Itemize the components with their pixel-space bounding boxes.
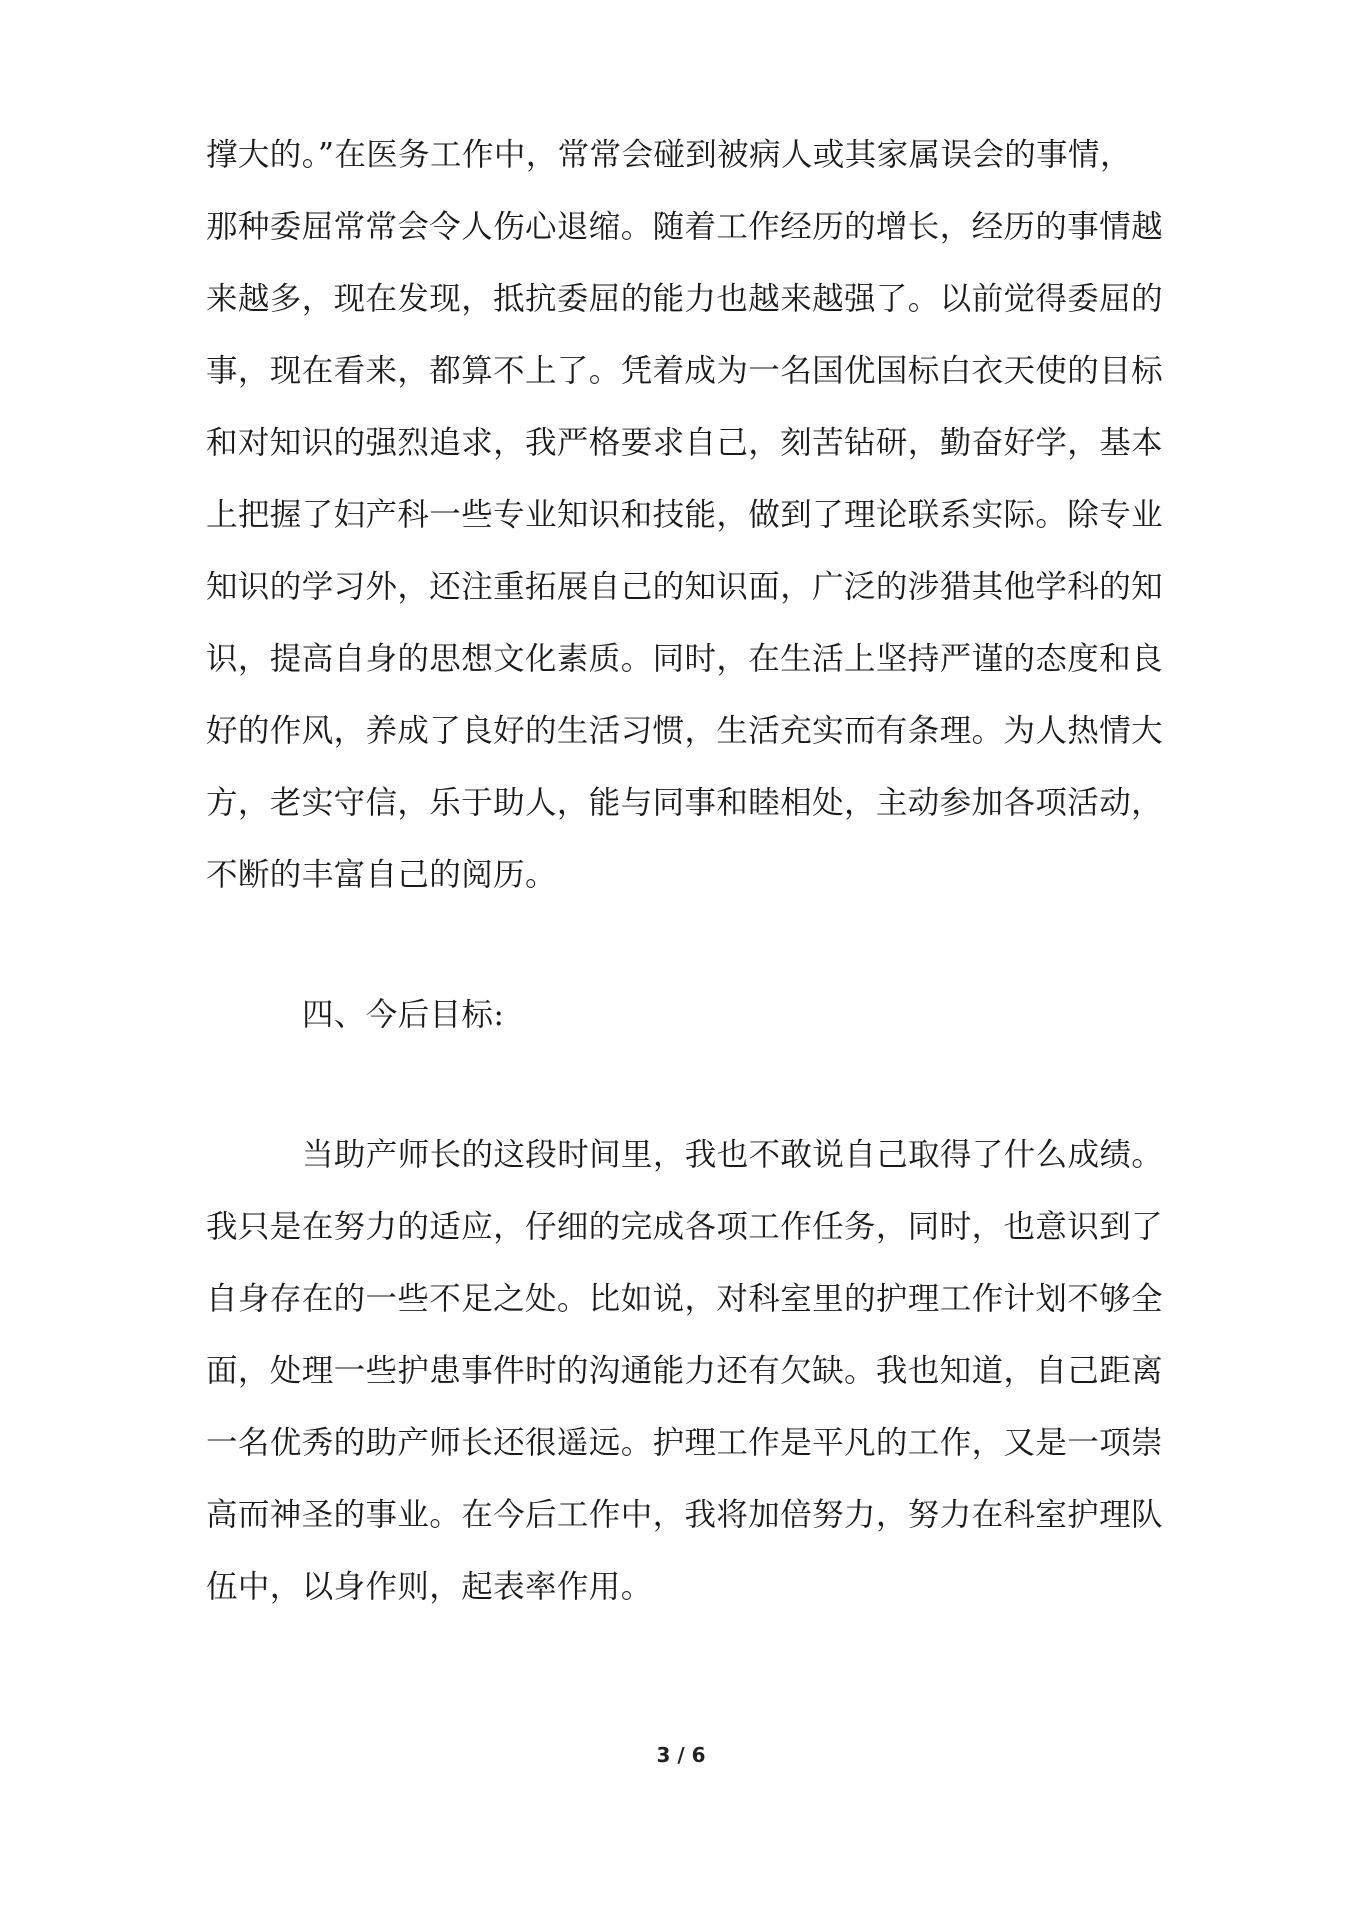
text-line: 当助产师长的这段时间里，我也不敢说自己取得了什么成绩。 xyxy=(302,1137,1164,1173)
text-line: 识，提高自身的思想文化素质。同时，在生活上坚持严谨的态度和良 xyxy=(206,641,1164,677)
text-line: 知识的学习外，还注重拓展自己的知识面，广泛的涉猎其他学科的知 xyxy=(206,569,1164,605)
text-line: 和对知识的强烈追求，我严格要求自己，刻苦钻研，勤奋好学，基本 xyxy=(206,425,1164,461)
text-line: 来越多，现在发现，抵抗委屈的能力也越来越强了。以前觉得委屈的 xyxy=(206,281,1164,317)
text-line: 伍中，以身作则，起表率作用。 xyxy=(206,1569,653,1605)
text-line: 方，老实守信，乐于助人，能与同事和睦相处，主动参加各项活动， xyxy=(206,785,1164,821)
text-line: 我只是在努力的适应，仔细的完成各项工作任务，同时，也意识到了 xyxy=(206,1209,1164,1245)
text-line: 好的作风，养成了良好的生活习惯，生活充实而有条理。为人热情大 xyxy=(206,713,1164,749)
text-line: 那种委屈常常会令人伤心退缩。随着工作经历的增长，经历的事情越 xyxy=(206,209,1164,245)
page-number: 3 / 6 xyxy=(656,1743,706,1767)
text-line: 一名优秀的助产师长还很遥远。护理工作是平凡的工作，又是一项崇 xyxy=(206,1425,1164,1461)
text-line: 事，现在看来，都算不上了。凭着成为一名国优国标白衣天使的目标 xyxy=(206,353,1164,389)
section-heading: 四、今后目标: xyxy=(302,997,505,1033)
text-line: 自身存在的一些不足之处。比如说，对科室里的护理工作计划不够全 xyxy=(206,1281,1164,1317)
text-line: 面，处理一些护患事件时的沟通能力还有欠缺。我也知道，自己距离 xyxy=(206,1353,1164,1389)
text-line: 高而神圣的事业。在今后工作中，我将加倍努力，努力在科室护理队 xyxy=(206,1497,1164,1533)
text-line: 上把握了妇产科一些专业知识和技能，做到了理论联系实际。除专业 xyxy=(206,497,1164,533)
text-line: 撑大的。”在医务工作中，常常会碰到被病人或其家属误会的事情， xyxy=(206,137,1132,173)
text-line: 不断的丰富自己的阅历。 xyxy=(206,857,557,893)
